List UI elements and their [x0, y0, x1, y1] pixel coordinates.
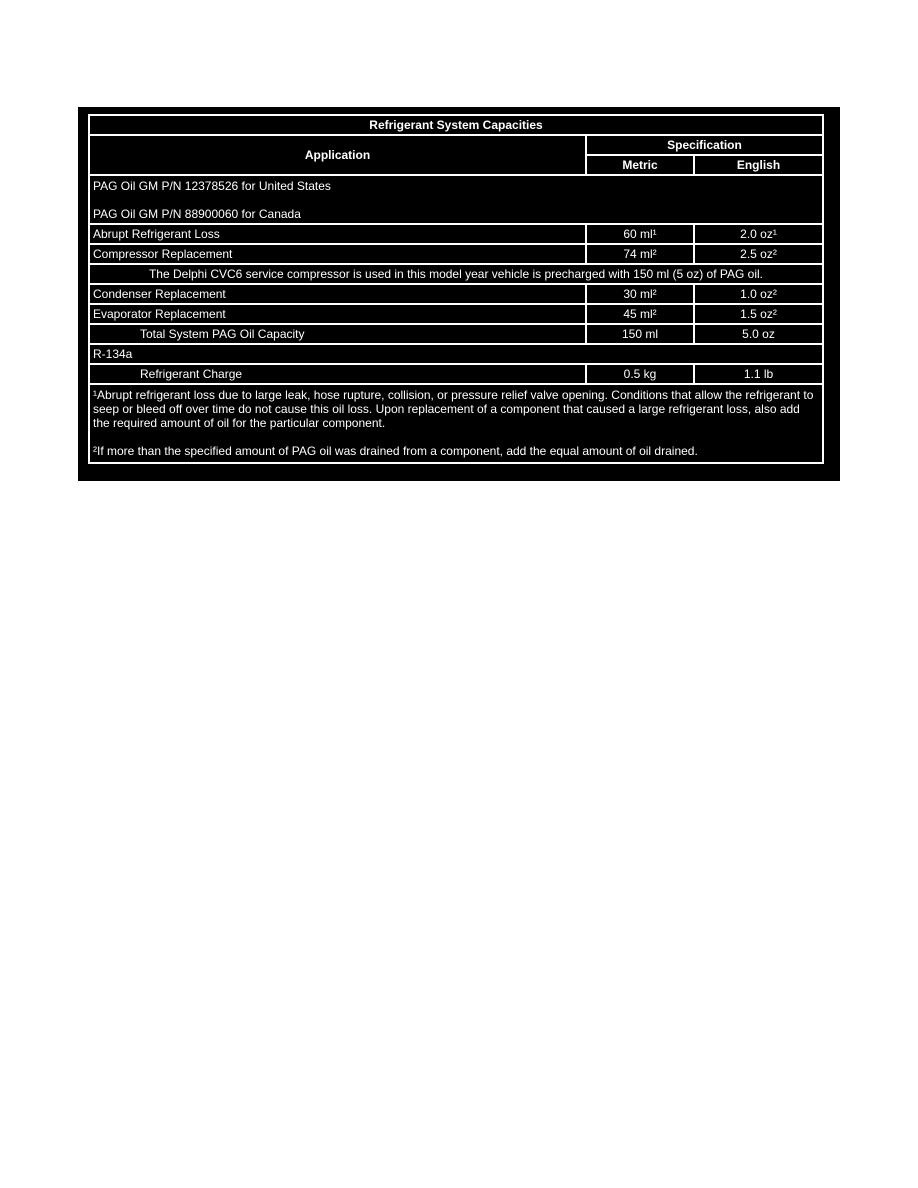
row-label: Compressor Replacement: [89, 244, 586, 264]
row-english: 1.5 oz²: [694, 304, 823, 324]
row-english: 5.0 oz: [694, 324, 823, 344]
refrigerant-type: R-134a: [89, 344, 823, 364]
refrigerant-type-row: [89, 344, 823, 364]
row-metric: 60 ml¹: [586, 224, 694, 244]
table-row: [89, 224, 823, 244]
row-english: 1.1 lb: [694, 364, 823, 384]
english-header: English: [694, 155, 823, 175]
compressor-note: The Delphi CVC6 service compressor is used in this model year vehicle is precharged with 150 ml (5 oz) of PAG oil.: [89, 264, 823, 284]
header-row: [89, 135, 823, 155]
compressor-note-row: [89, 264, 823, 284]
table-title-row: [89, 115, 823, 135]
row-english: 1.0 oz²: [694, 284, 823, 304]
footnotes-row: [89, 384, 823, 463]
row-label: Refrigerant Charge: [89, 364, 586, 384]
row-english: 2.5 oz²: [694, 244, 823, 264]
spacer: [93, 430, 819, 444]
metric-header: Metric: [586, 155, 694, 175]
row-label: Total System PAG Oil Capacity: [89, 324, 586, 344]
specification-header: Specification: [586, 135, 823, 155]
pag-oil-row: [89, 175, 823, 224]
table-title: Refrigerant System Capacities: [89, 115, 823, 135]
table-row: [89, 364, 823, 384]
row-metric: 150 ml: [586, 324, 694, 344]
spacer: [93, 193, 819, 207]
table-row: [89, 324, 823, 344]
row-metric: 30 ml²: [586, 284, 694, 304]
pag-oil-us: PAG Oil GM P/N 12378526 for United States: [93, 179, 331, 193]
pag-oil-canada: PAG Oil GM P/N 88900060 for Canada: [93, 207, 301, 221]
row-english: 2.0 oz¹: [694, 224, 823, 244]
table-row: [89, 284, 823, 304]
footnote-1: ¹Abrupt refrigerant loss due to large leak, hose rupture, collision, or pressure relief valve opening. Conditions that allow the refrigerant to seep or bleed off over time do not cause this oil loss. Upon replacement of a component that caused a large refrigerant loss, also add the required amount of oil for the particular component.: [93, 388, 814, 430]
row-label: Abrupt Refrigerant Loss: [89, 224, 586, 244]
application-header: Application: [89, 135, 586, 175]
footnote-2: ²If more than the specified amount of PAG oil was drained from a component, add the equal amount of oil drained.: [93, 444, 698, 458]
footnotes-cell: [89, 384, 823, 463]
pag-oil-cell: [89, 175, 823, 224]
row-metric: 45 ml²: [586, 304, 694, 324]
row-metric: 74 ml²: [586, 244, 694, 264]
refrigerant-capacities-table: [88, 114, 824, 464]
table-row: [89, 244, 823, 264]
row-label: Evaporator Replacement: [89, 304, 586, 324]
spec-table-container: [78, 107, 840, 481]
table-row: [89, 304, 823, 324]
row-label: Condenser Replacement: [89, 284, 586, 304]
row-metric: 0.5 kg: [586, 364, 694, 384]
